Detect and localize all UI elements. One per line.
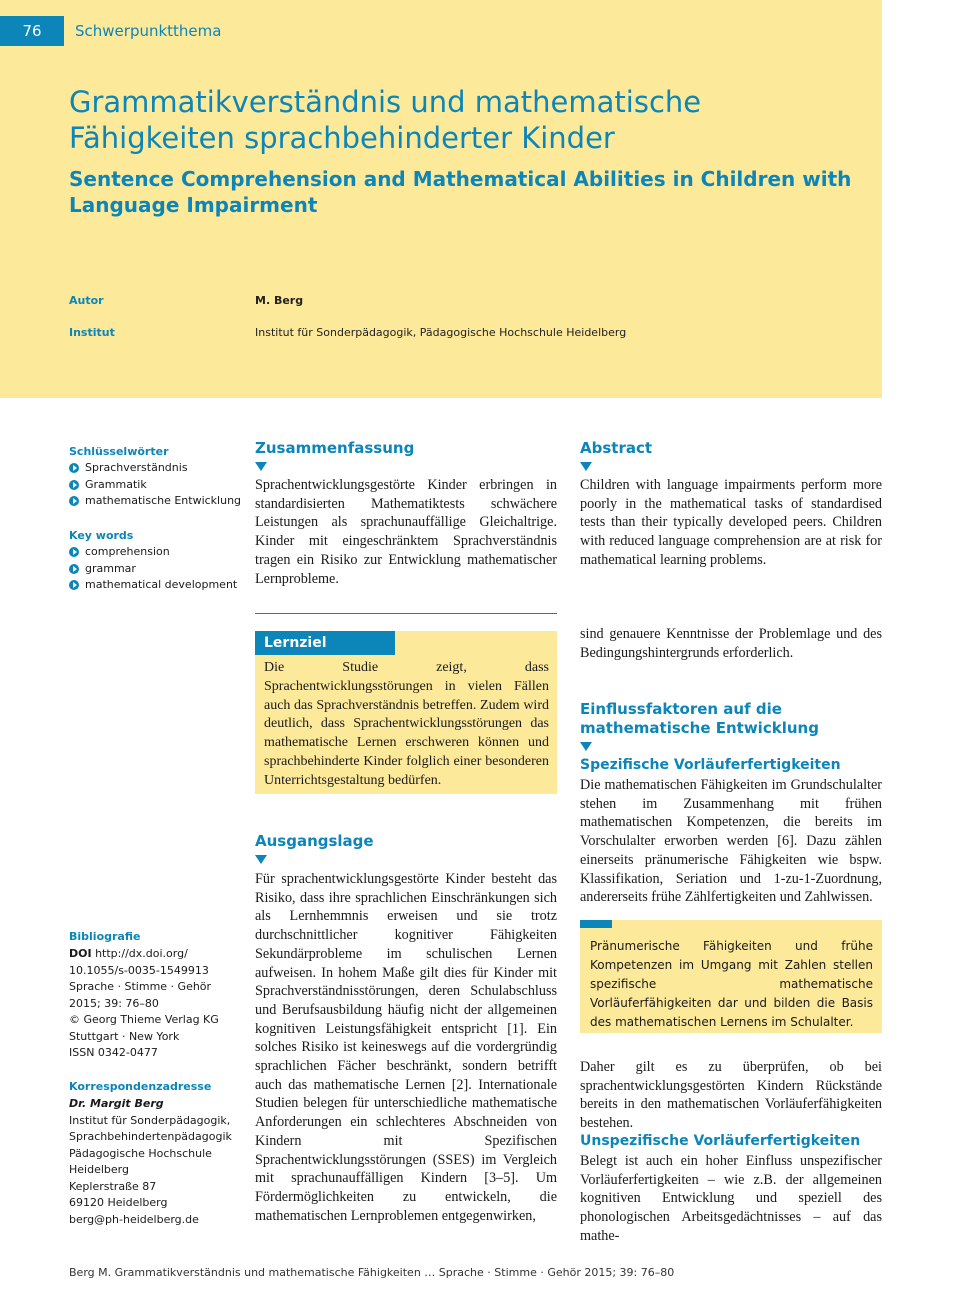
down-arrow-icon — [255, 855, 267, 864]
learning-goal-heading: Lernziel — [255, 631, 395, 655]
down-arrow-icon — [255, 462, 267, 471]
list-item: comprehension — [69, 544, 237, 561]
bullet-arrow-icon — [69, 480, 79, 490]
note-text: Pränumerische Fähigkeiten und frühe Kompetenzen im Umgang mit Zahlen stellen spezifische mathematische Vorläuferfähigkeiten dar und bilden die Basis des mathematischen Lernens im Schulalter. — [590, 939, 873, 1029]
bullet-arrow-icon — [69, 547, 79, 557]
doi-label: DOI — [69, 947, 92, 960]
note-marker — [580, 920, 612, 928]
keywords-en-heading: Key words — [69, 529, 134, 542]
zusammenfassung-text: Sprachentwicklungsgestörte Kinder erbringen in standardisierten Mathematiktests schwächere Leistungen als sprachunauffällige Gleichaltrige. Kinder mit eingeschränktem Sprachverständnis tragen ein Risiko zur Entwicklung mathematischer Lernprobleme. — [255, 477, 557, 587]
after-note-text: Daher gilt es zu überprüfen, ob bei sprachentwicklungsgestörten Kindern Rückstände bereits in den mathematischen Vorläuferfähigkeiten bestehen. — [580, 1059, 882, 1132]
author-name: M. Berg — [255, 294, 304, 307]
list-item: Sprachverständnis — [69, 460, 241, 477]
bullet-arrow-icon — [69, 580, 79, 590]
institute-label: Institut — [69, 326, 115, 339]
email-link[interactable]: berg@ph-heidelberg.de — [69, 1212, 199, 1226]
author-band — [0, 280, 882, 398]
subsection-heading-unspecific: Unspezifische Vorläuferfertigkeiten — [580, 1133, 861, 1149]
note-box — [580, 920, 882, 1033]
correspondence-name: Dr. Margit Berg — [69, 1097, 164, 1110]
list-item: mathematical development — [69, 577, 237, 594]
list-item: mathematische Entwicklung — [69, 493, 241, 510]
article-subtitle: Sentence Comprehension and Mathematical Abilities in Children with Language Impairment — [69, 167, 852, 217]
institute-name: Institut für Sonderpädagogik, Pädagogische Hochschule Heidelberg — [255, 326, 627, 339]
specific-skills-text: Die mathematischen Fähigkeiten im Grundschulalter stehen im Zusammenhang mit frühen mathematischen Kompetenzen, die bereits im Vorschulalter erworben werden [6]. Dazu zählen einerseits pränumerische Fähigkeiten wie bspw. Klassifikation, Seriation und 1-zu-1-Zuordnung, andererseits frühe Zählfertigkeiten und Zahlwissen. — [580, 777, 882, 906]
bullet-arrow-icon — [69, 463, 79, 473]
keywords-de-list — [69, 460, 241, 510]
down-arrow-icon — [580, 742, 592, 751]
list-item: grammar — [69, 561, 237, 578]
correspondence-block: Dr. Margit Berg Institut für Sonderpädagogik, Sprachbehindertenpädagogik Pädagogische Hochschule Heidelberg Keplerstraße 87 69120 Heidelberg berg@ph-heidelberg.de — [69, 1096, 249, 1228]
subsection-heading-specific: Spezifische Vorläuferfertigkeiten — [580, 757, 841, 773]
section-topic: Schwerpunktthema — [75, 22, 222, 40]
bullet-arrow-icon — [69, 496, 79, 506]
page-number: 76 — [0, 16, 64, 46]
down-arrow-icon — [580, 462, 592, 471]
list-item: Grammatik — [69, 477, 241, 494]
zusammenfassung-heading: Zusammenfassung — [255, 439, 415, 457]
section-heading: Einflussfaktoren auf die mathematische Entwicklung — [580, 700, 819, 737]
learning-goal-text: Die Studie zeigt, dass Sprachentwicklungsstörungen in vielen Fällen auch das Sprachverständnis betreffen. Zudem wird deutlich, dass Sprachentwicklungsstörungen das mathematische Lernen erschweren können und sprachbehinderte Kinder folglich einer besonderen Unterrichtsgestaltung bedürfen. — [264, 660, 549, 788]
bullet-arrow-icon — [69, 564, 79, 574]
continuation-text: sind genauere Kenntnisse der Problemlage und des Bedingungshintergrunds erforderlich. — [580, 626, 882, 661]
ausgangslage-heading: Ausgangslage — [255, 832, 374, 850]
keywords-de-heading: Schlüsselwörter — [69, 445, 169, 458]
learning-goal-box — [255, 631, 557, 794]
bibliography-block: DOI http://dx.doi.org/ 10.1055/s-0035-1549913 Sprache · Stimme · Gehör 2015; 39: 76–80 © Georg Thieme Verlag KG Stuttgart · New York ISSN 0342-0477 — [69, 947, 219, 1059]
unspecific-skills-text: Belegt ist auch ein hoher Einfluss unspezifischer Vorläuferfertigkeiten – wie z.B. der allgemeinen kognitiven Entwicklung und speziell des phonologischen Arbeitsgedächtnisses – auf das mathe- — [580, 1153, 882, 1244]
author-label: Autor — [69, 294, 104, 307]
abstract-heading: Abstract — [580, 439, 653, 457]
page-footer: Berg M. Grammatikverständnis und mathematische Fähigkeiten … Sprache · Stimme · Gehör 2015; 39: 76–80 — [69, 1266, 675, 1279]
correspondence-heading: Korrespondenzadresse — [69, 1080, 212, 1093]
article-title: Grammatikverständnis und mathematische Fähigkeiten sprachbehinderter Kinder — [69, 85, 702, 155]
bibliography-heading: Bibliografie — [69, 930, 141, 943]
keywords-en-list — [69, 544, 237, 594]
divider — [255, 613, 557, 614]
ausgangslage-text: Für sprachentwicklungsgestörte Kinder besteht das Risiko, dass ihre sprachlichen Einschränkungen sich als Lernhemmnis erweisen und sie trotz durchschnittlicher kognitiver Fähigkeiten Sekundärprobleme im schulischen Lernen aufweisen. In hohem Maße gilt dies für Kinder mit Sprachverständnisstörungen, deren Schulabschluss und Berufsausbildung häufig nicht der allgemeinen kognitiven Leistungsfähigkeit entspricht [1]. Ein solches Risiko ist keineswegs auf die vordergründig sprachlichen Fächer beschränkt, sondern betrifft auch das mathematische Lernen [2]. Internationale Studien belegen für unterschiedliche mathematische Anforderungen ein schlechteres Abschneiden von Kindern mit Spezifischen Sprachentwicklungsstörungen (SSES) im Vergleich mit sprachunauffälligen Kindern [3–5]. Um Fördermöglichkeiten zu entwickeln, die mathematischen Lernproblemen entgegenwirken, — [255, 871, 557, 1224]
abstract-text: Children with language impairments perform more poorly in the mathematical tasks of standardised tests than their typically developed peers. Children with reduced language comprehension are at risk for mathematical learning problems. — [580, 477, 882, 568]
doi-link[interactable]: http://dx.doi.org/ — [95, 947, 188, 960]
